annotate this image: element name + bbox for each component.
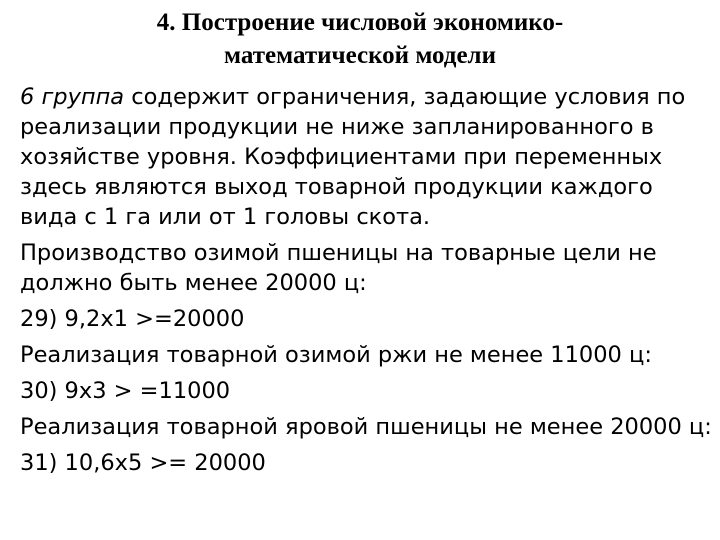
constraint-29-text: 29) 9,2x1 >=20000 [20,306,245,332]
intro-line-4: здесь являются выход товарной продукции каждого [20,174,653,200]
slide-body [20,82,710,484]
title-line-1: 4. Построение числовой экономико- [156,9,564,36]
intro-line-2: реализации продукции не ниже запланированного в [20,114,654,140]
winter-rye-requirement [20,340,710,370]
constraint-29 [20,304,710,334]
intro-line-3: хозяйстве уровня. Коэффициентами при переменных [20,144,663,170]
constraint-31 [20,448,710,478]
constraint-30-text: 30) 9x3 > =11000 [20,378,231,404]
spring-wheat-text: Реализация товарной яровой пшеницы не менее 20000 ц: [20,414,712,440]
winter-wheat-line-1: Производство озимой пшеницы на товарные цели не [20,240,657,266]
winter-wheat-requirement [20,238,710,298]
winter-rye-text: Реализация товарной озимой ржи не менее 11000 ц: [20,342,652,368]
spring-wheat-requirement [20,412,710,442]
title-line-2: математической модели [224,42,496,69]
intro-line-1: содержит ограничения, задающие условия по [124,84,686,110]
slide-title [0,6,720,72]
group-label: 6 группа [20,84,125,110]
winter-wheat-line-2: должно быть менее 20000 ц: [20,270,367,296]
constraint-30 [20,376,710,406]
constraint-31-text: 31) 10,6x5 >= 20000 [20,450,266,476]
intro-paragraph [20,82,710,232]
intro-line-5: вида с 1 га или от 1 головы скота. [20,204,431,230]
